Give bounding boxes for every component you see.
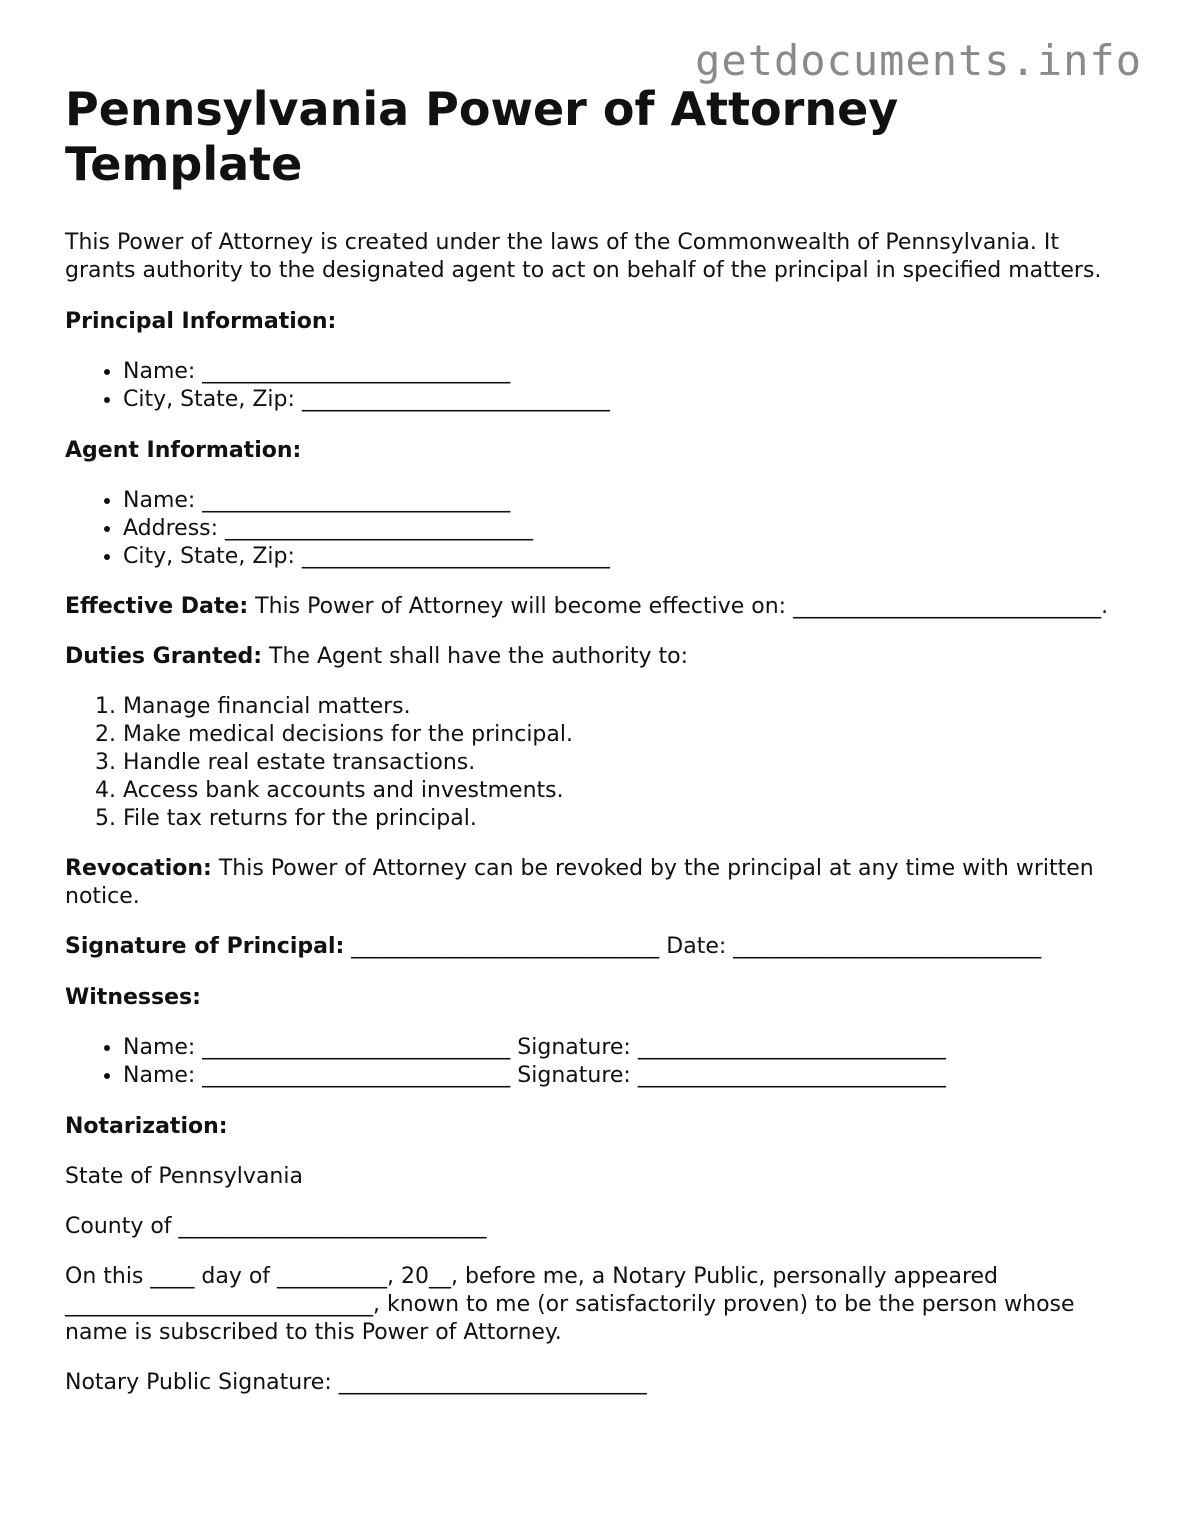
duties-text: The Agent shall have the authority to: <box>262 644 689 669</box>
agent-city-field: • City, State, Zip: ____________________________ <box>123 543 1125 571</box>
revocation-text: This Power of Attorney can be revoked by the principal at any time with written notice. <box>65 856 1094 909</box>
document-page <box>65 82 1125 1397</box>
duties-granted <box>65 643 1125 671</box>
watermark: getdocuments.info <box>695 36 1142 85</box>
document-title: Pennsylvania Power of Attorney Template <box>65 82 899 191</box>
revocation <box>65 855 1125 911</box>
notary-signature-line: Notary Public Signature: ____________________________ <box>65 1370 647 1395</box>
duty-item: 4. Access bank accounts and investments. <box>123 777 1125 805</box>
effective-date-label: Effective Date: <box>65 594 249 619</box>
witness-row: • Name: ____________________________ Signature: ____________________________ <box>123 1034 1125 1062</box>
notarization-heading: Notarization: <box>65 1114 228 1139</box>
duty-item: 3. Handle real estate transactions. <box>123 749 1125 777</box>
agent-address-field: • Address: ____________________________ <box>123 515 1125 543</box>
signature-label: Signature of Principal: <box>65 934 345 959</box>
duty-item: 5. File tax returns for the principal. <box>123 805 1125 833</box>
duties-label: Duties Granted: <box>65 644 263 669</box>
witness-list <box>65 1034 1125 1090</box>
effective-date <box>65 593 1125 621</box>
notary-county: County of ____________________________ <box>65 1214 487 1239</box>
notary-state: State of Pennsylvania <box>65 1164 303 1189</box>
agent-fields <box>65 487 1125 571</box>
principal-heading: Principal Information: <box>65 309 337 334</box>
notary-statement: On this ____ day of __________, 20__, before me, a Notary Public, personally appeared ____________________________, known to me (or satisfactorily proven) to be the person whose name is subscribed to this Power of Attorney. <box>65 1264 1075 1345</box>
principal-signature-line <box>65 933 1125 961</box>
intro-paragraph: This Power of Attorney is created under the laws of the Commonwealth of Pennsylvania. It grants authority to the designated agent to act on behalf of the principal in specified matters. <box>65 230 1102 283</box>
duty-item: 1. Manage financial matters. <box>123 693 1125 721</box>
agent-heading: Agent Information: <box>65 438 302 463</box>
principal-name-field: • Name: ____________________________ <box>123 358 1125 386</box>
signature-text: ____________________________ Date: ____________________________ <box>344 934 1042 959</box>
duty-item: 2. Make medical decisions for the principal. <box>123 721 1125 749</box>
revocation-label: Revocation: <box>65 856 212 881</box>
duties-list <box>65 693 1125 833</box>
witness-row: • Name: ____________________________ Signature: ____________________________ <box>123 1062 1125 1090</box>
principal-fields <box>65 358 1125 414</box>
principal-city-field: • City, State, Zip: ____________________________ <box>123 386 1125 414</box>
effective-date-text: This Power of Attorney will become effective on: ____________________________. <box>248 594 1109 619</box>
witnesses-heading: Witnesses: <box>65 985 201 1010</box>
agent-name-field: • Name: ____________________________ <box>123 487 1125 515</box>
